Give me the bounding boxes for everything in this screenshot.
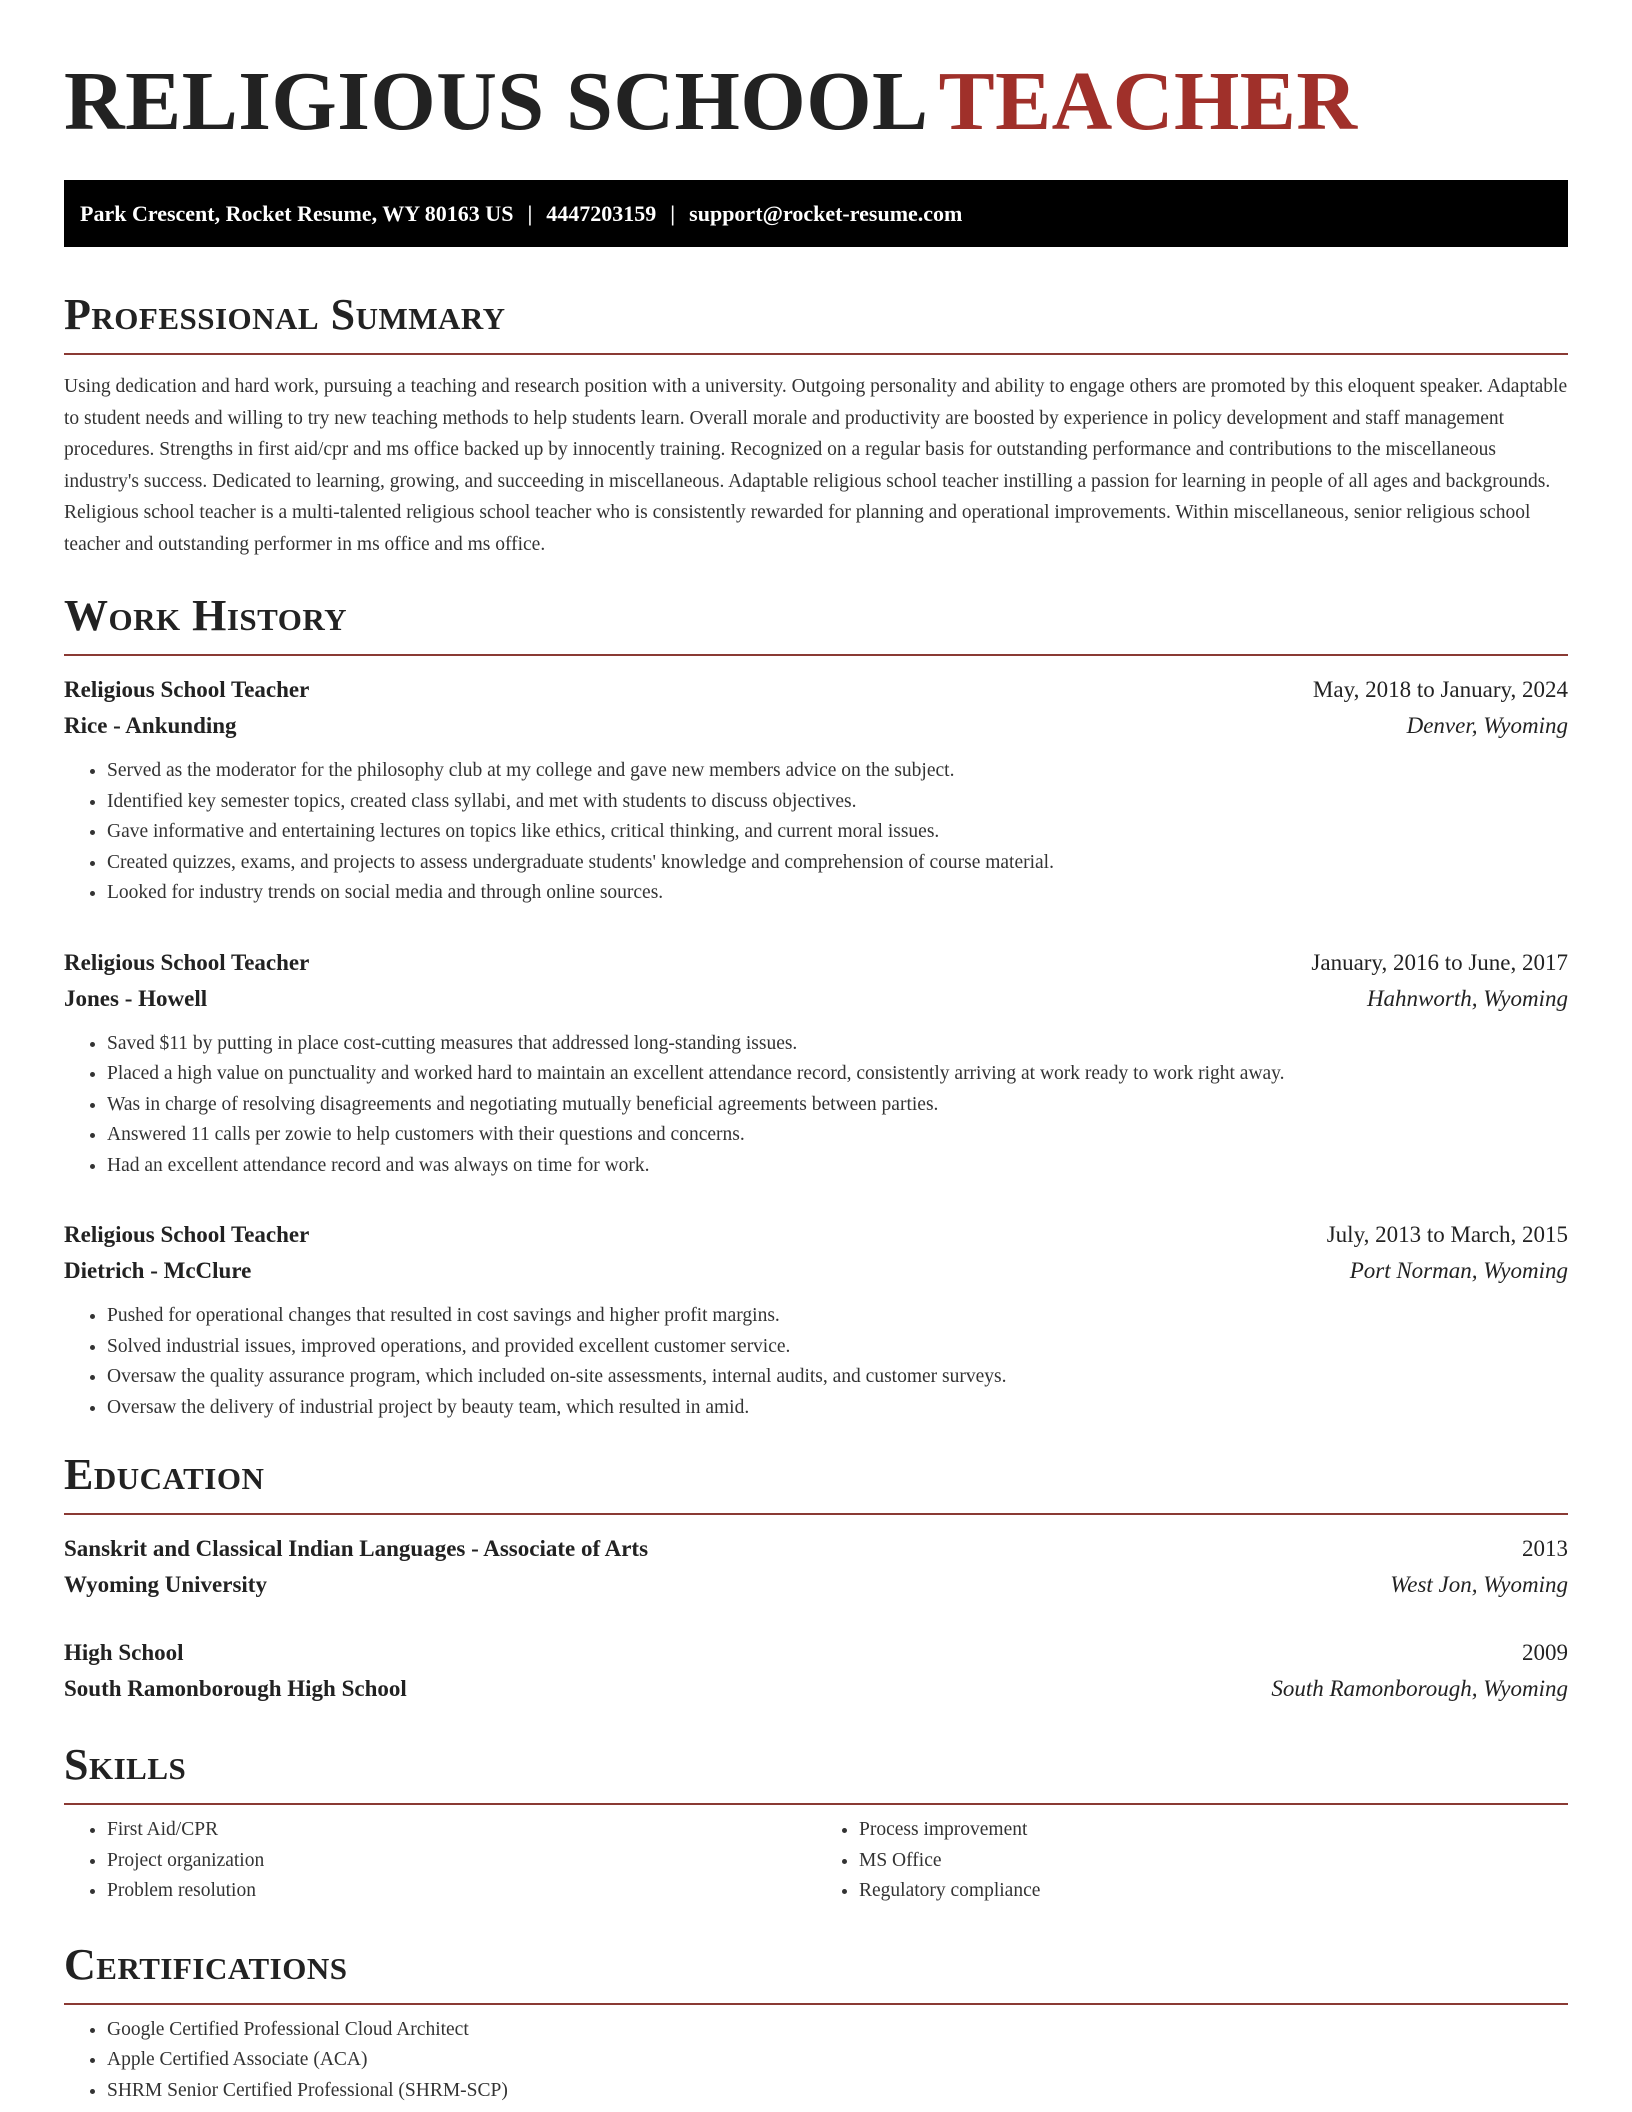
education-section [64, 1447, 1568, 1707]
education-location: South Ramonborough, Wyoming [1271, 1676, 1568, 1701]
summary-section [64, 287, 1568, 560]
name-first: RELIGIOUS SCHOOL [64, 55, 929, 148]
education-location: West Jon, Wyoming [1390, 1572, 1568, 1597]
section-divider [64, 1513, 1568, 1515]
certifications-list [64, 2015, 1568, 2107]
education-header-row [64, 1635, 1568, 1671]
job-location: Hahnworth, Wyoming [1366, 985, 1568, 1011]
job-dates: January, 2016 to June, 2017 [1311, 949, 1568, 975]
list-item: • Gave informative and entertaining lectures on topics like ethics, critical thinking, and current moral issues. [107, 817, 1568, 848]
job-title: Religious School Teacher [64, 1222, 310, 1247]
contact-phone: 4447203159 [546, 200, 657, 226]
list-item: • Pushed for operational changes that resulted in cost savings and higher profit margins. [107, 1301, 1568, 1332]
list-item: • SHRM Senior Certified Professional (SHRM-SCP) [107, 2076, 1568, 2107]
skills-column-left [64, 1815, 816, 1907]
job-title: Religious School Teacher [64, 949, 310, 975]
section-divider [64, 1803, 1568, 1805]
resume-name [64, 52, 1568, 152]
certifications-heading: Certifications [64, 1939, 348, 1989]
job-entry [64, 672, 1568, 909]
education-entry [64, 1635, 1568, 1707]
job-company: Rice - Ankunding [64, 713, 237, 738]
job-dates: May, 2018 to January, 2024 [1312, 677, 1568, 702]
job-location: Port Norman, Wyoming [1349, 1258, 1568, 1283]
list-item: • Identified key semester topics, created class syllabi, and met with students to discuss objectives. [107, 787, 1568, 818]
summary-text: Using dedication and hard work, pursuing a teaching and research position with a university. Outgoing personality and ability to engage others are promoted by this eloquent speaker. Adaptable to student needs and willing to try new teaching methods to help students learn. Overall morale and productivity are boosted by experience in policy development and staff management procedures. Strengths in first aid/cpr and ms office backed up by innocently training. Recognized on a regular basis for outstanding performance and contributions to the miscellaneous industry's success. Dedicated to learning, growing, and succeeding in miscellaneous. Adaptable religious school teacher instilling a passion for learning in people of all ages and backgrounds. Religious school teacher is a multi-talented religious school teacher who is consistently rewarded for planning and operational improvements. Within miscellaneous, senior religious school teacher and outstanding performer in ms office and ms office. [64, 376, 1568, 555]
list-item: • Had an excellent attendance record and was always on time for work. [107, 1151, 1568, 1182]
skills-list [64, 1815, 816, 1907]
list-item: • Regulatory compliance [859, 1876, 1568, 1907]
skills-list [816, 1815, 1568, 1907]
section-divider [64, 2003, 1568, 2005]
education-year: 2009 [1522, 1640, 1568, 1665]
education-entry [64, 1531, 1568, 1603]
list-item: • Process improvement [859, 1815, 1568, 1846]
education-school: South Ramonborough High School [64, 1676, 407, 1701]
list-item: • Placed a high value on punctuality and worked hard to maintain an excellent attendance record, consistently arriving at work ready to work right away. [107, 1059, 1568, 1090]
list-item: • Oversaw the delivery of industrial project by beauty team, which resulted in amid. [107, 1393, 1568, 1424]
list-item: • Looked for industry trends on social media and through online sources. [107, 878, 1568, 909]
skills-heading: Skills [64, 1740, 187, 1789]
work-section [64, 588, 1568, 1423]
education-school: Wyoming University [64, 1572, 267, 1597]
job-header-row [64, 945, 1568, 981]
job-company-row [64, 708, 1568, 744]
job-company: Jones - Howell [64, 985, 208, 1011]
list-item: • Created quizzes, exams, and projects to assess undergraduate students' knowledge and comprehension of course material. [107, 848, 1568, 879]
job-entry [64, 1217, 1568, 1423]
job-header-row [64, 1217, 1568, 1253]
contact-address: Park Crescent, Rocket Resume, WY 80163 US [80, 200, 514, 226]
list-item: • Was in charge of resolving disagreements and negotiating mutually beneficial agreements between parties. [107, 1090, 1568, 1121]
job-company-row [64, 981, 1568, 1017]
education-degree: Sanskrit and Classical Indian Languages - Associate of Arts [64, 1536, 649, 1561]
job-location: Denver, Wyoming [1406, 713, 1568, 738]
list-item: • Google Certified Professional Cloud Architect [107, 2015, 1568, 2046]
list-item: • Problem resolution [107, 1876, 816, 1907]
contact-bar [64, 180, 1568, 247]
job-dates: July, 2013 to March, 2015 [1326, 1222, 1568, 1247]
education-school-row [64, 1671, 1568, 1707]
list-item: • Apple Certified Associate (ACA) [107, 2045, 1568, 2076]
list-item: • Answered 11 calls per zowie to help customers with their questions and concerns. [107, 1120, 1568, 1151]
job-bullets [64, 756, 1568, 909]
job-company-row [64, 1253, 1568, 1289]
certifications-section [64, 1937, 1568, 2107]
summary-heading: Professional Summary [64, 290, 506, 339]
job-header-row [64, 672, 1568, 708]
job-bullets [64, 1301, 1568, 1423]
education-school-row [64, 1567, 1568, 1603]
list-item: • Oversaw the quality assurance program, which included on-site assessments, internal audits, and customer surveys. [107, 1362, 1568, 1393]
list-item: • Served as the moderator for the philosophy club at my college and gave new members advice on the subject. [107, 756, 1568, 787]
list-item: • Saved $11 by putting in place cost-cutting measures that addressed long-standing issues. [107, 1029, 1568, 1060]
education-heading: Education [64, 1450, 265, 1499]
skills-column-right [816, 1815, 1568, 1907]
section-divider [64, 654, 1568, 656]
skills-grid [64, 1815, 1568, 1907]
list-item: • Solved industrial issues, improved operations, and provided excellent customer service. [107, 1332, 1568, 1363]
education-header-row [64, 1531, 1568, 1567]
contact-separator: | [527, 200, 533, 226]
job-company: Dietrich - McClure [64, 1258, 252, 1283]
education-year: 2013 [1522, 1536, 1568, 1561]
job-bullets [64, 1029, 1568, 1182]
job-title: Religious School Teacher [64, 677, 310, 702]
skills-section [64, 1737, 1568, 1907]
list-item: • First Aid/CPR [107, 1815, 816, 1846]
education-degree: High School [64, 1640, 184, 1665]
work-heading: Work History [64, 591, 348, 640]
contact-separator: | [670, 200, 676, 226]
job-entry [64, 945, 1568, 1182]
contact-email: support@rocket-resume.com [689, 200, 963, 226]
section-divider [64, 353, 1568, 355]
list-item: • Project organization [107, 1846, 816, 1877]
name-last: TEACHER [938, 55, 1358, 148]
list-item: • MS Office [859, 1846, 1568, 1877]
